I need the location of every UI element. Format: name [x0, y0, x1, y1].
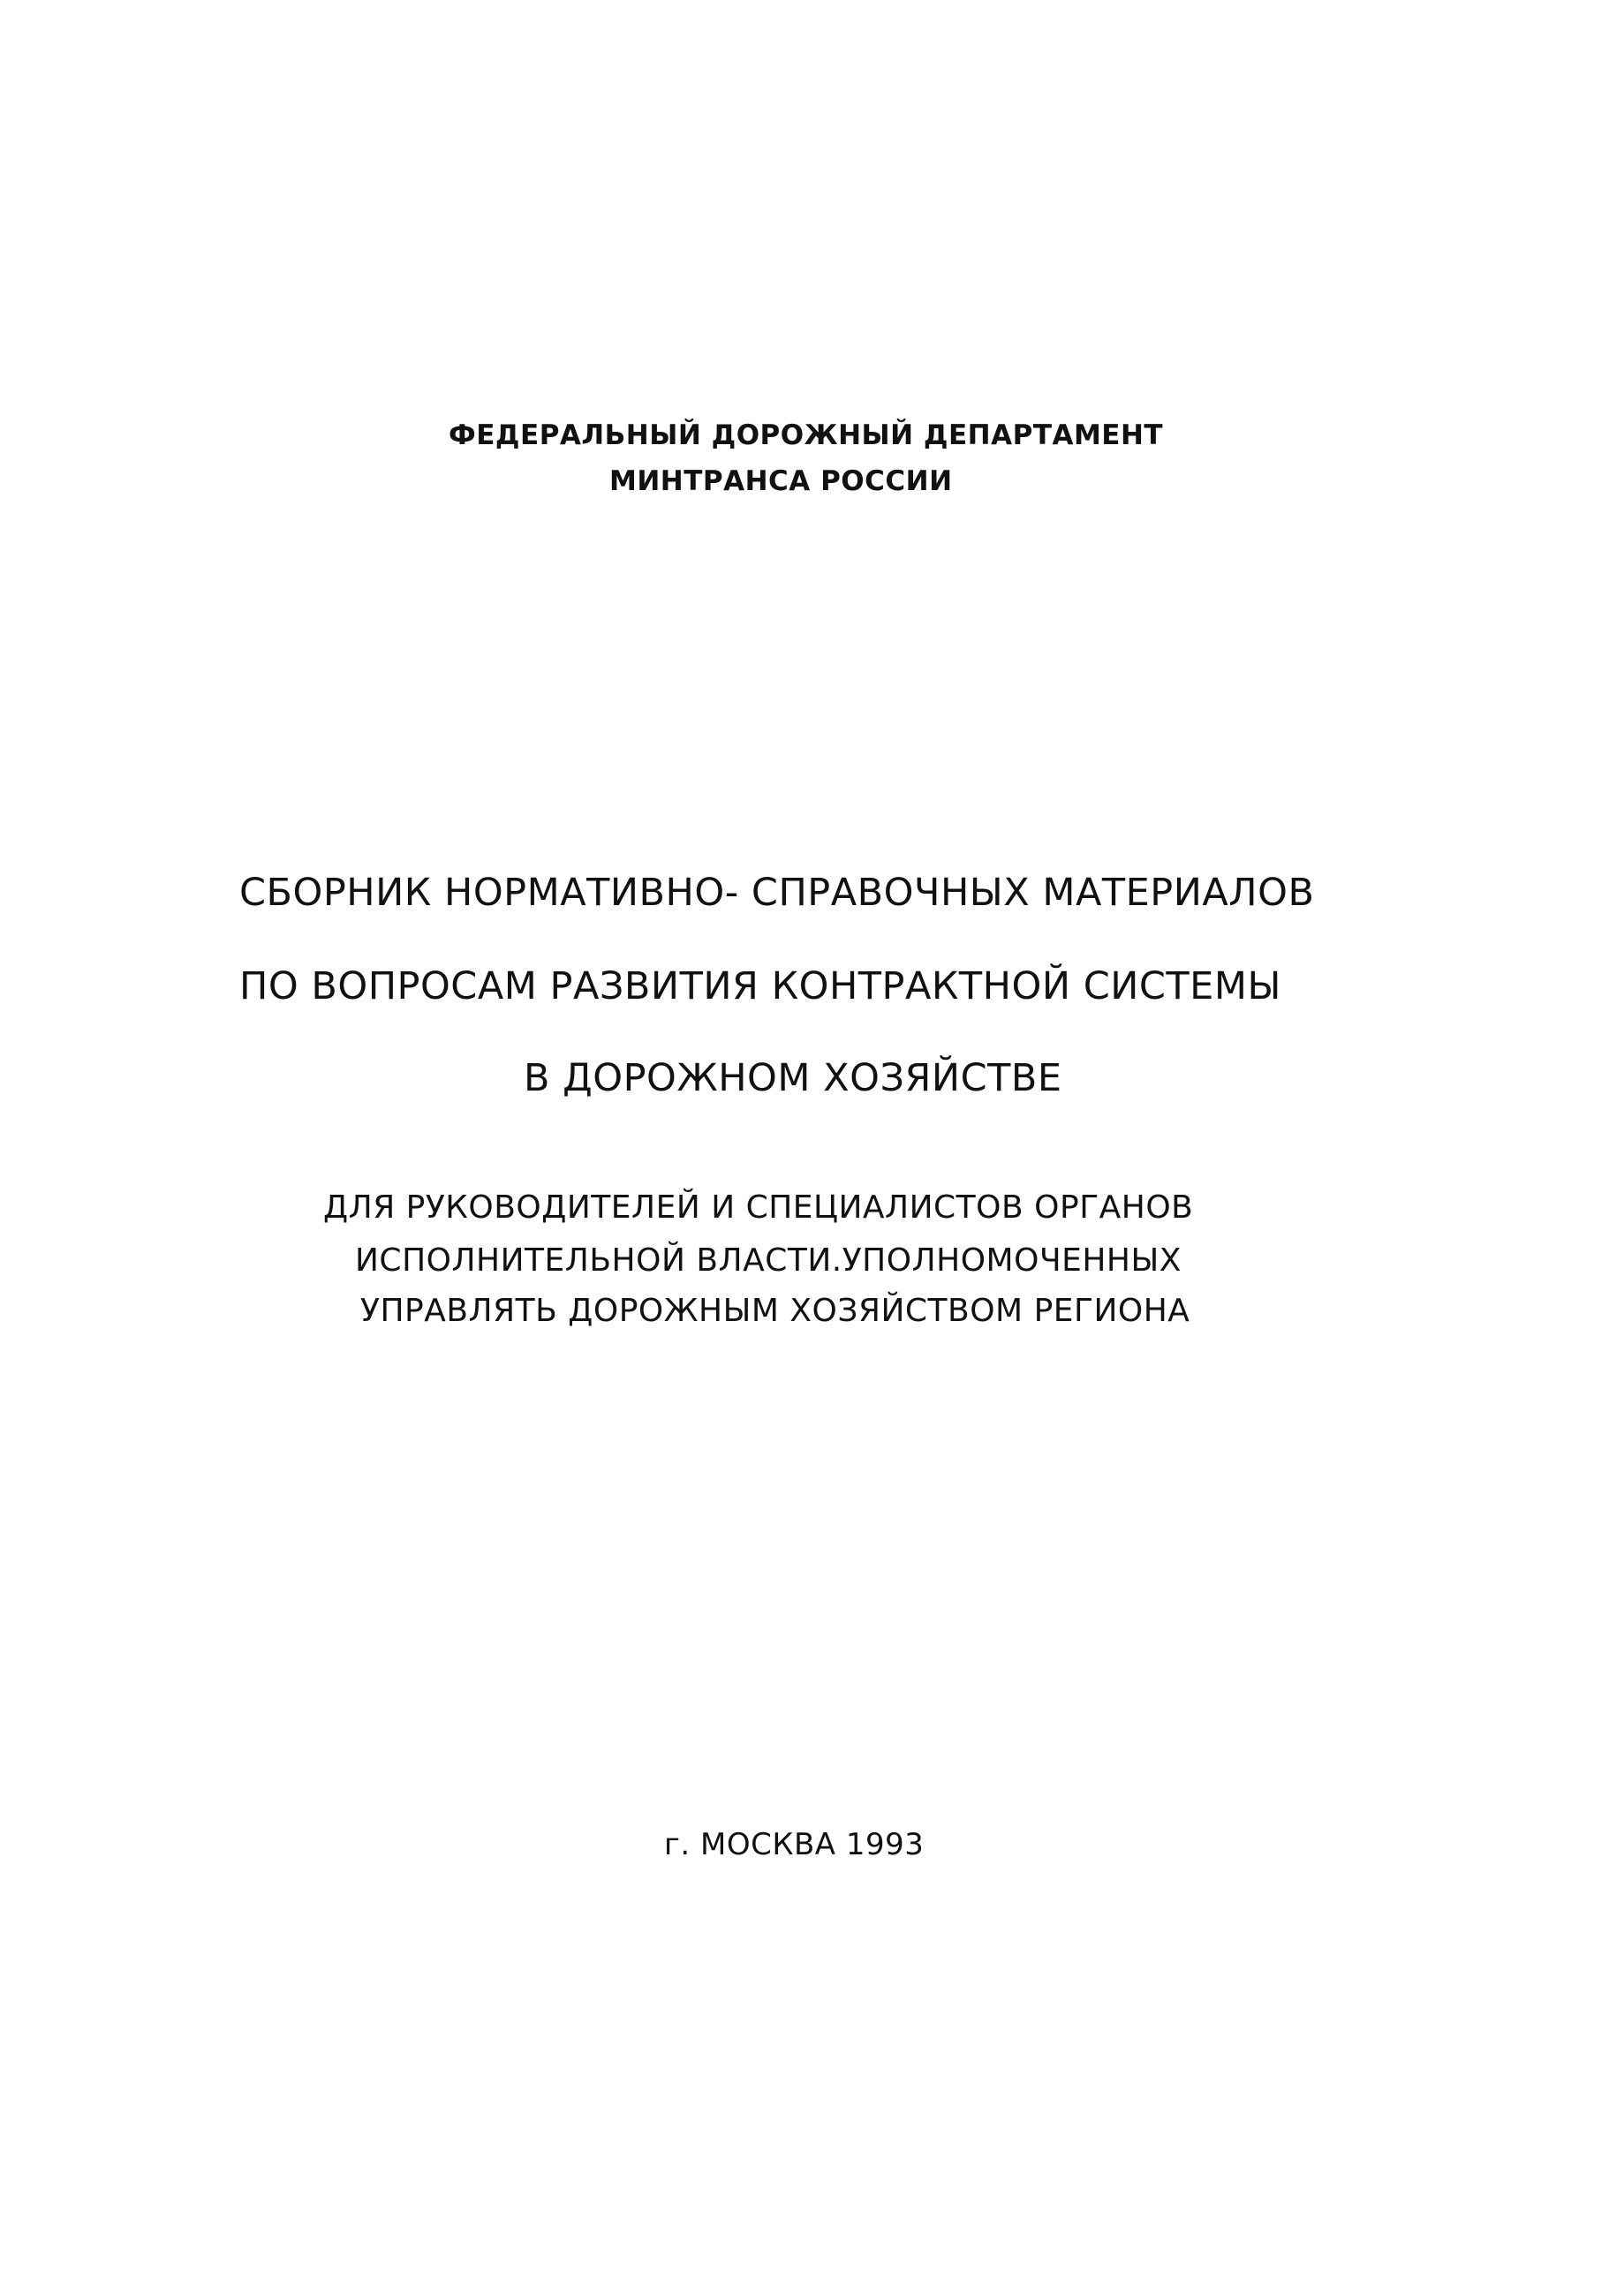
place-and-year: г. МОСКВА 1993: [664, 1827, 925, 1862]
audience-line-2: ИСПОЛНИТЕЛЬНОЙ ВЛАСТИ.УПОЛНОМОЧЕННЫХ: [355, 1242, 1182, 1279]
document-title-line-1: СБОРНИК НОРМАТИВНО- СПРАВОЧНЫХ МАТЕРИАЛОВ: [239, 871, 1315, 915]
organization-line-2: МИНТРАНСА РОССИИ: [609, 465, 953, 497]
audience-line-3: УПРАВЛЯТЬ ДОРОЖНЫМ ХОЗЯЙСТВОМ РЕГИОНА: [360, 1293, 1190, 1329]
document-title-line-3: В ДОРОЖНОМ ХОЗЯЙСТВЕ: [524, 1056, 1062, 1100]
document-title-line-2: ПО ВОПРОСАМ РАЗВИТИЯ КОНТРАКТНОЙ СИСТЕМЫ: [239, 964, 1281, 1008]
organization-line-1: ФЕДЕРАЛЬНЫЙ ДОРОЖНЫЙ ДЕПАРТАМЕНТ: [449, 419, 1164, 451]
audience-line-1: ДЛЯ РУКОВОДИТЕЛЕЙ И СПЕЦИАЛИСТОВ ОРГАНОВ: [323, 1189, 1194, 1226]
